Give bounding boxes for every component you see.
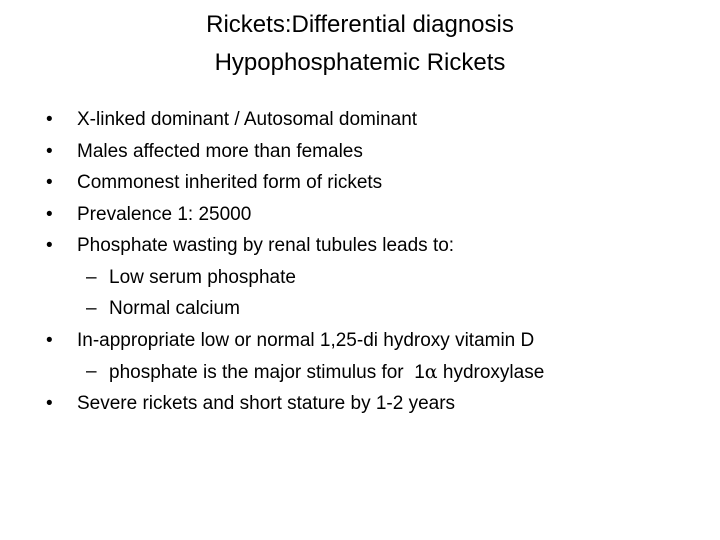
- bullet-icon: •: [46, 392, 53, 414]
- slide-title: [0, 6, 720, 82]
- bullet-text: Severe rickets and short stature by 1-2 years: [77, 392, 456, 414]
- bullet-icon: •: [46, 109, 53, 130]
- sub-bullet-item: [46, 358, 686, 390]
- bullet-item: [46, 138, 686, 170]
- bullet-text: Males affected more than females: [77, 140, 363, 162]
- alpha-symbol: α: [424, 361, 438, 383]
- dash-icon: –: [86, 298, 97, 319]
- sub-bullet-text-start: phosphate is the major stimulus for 1: [109, 362, 425, 383]
- bullet-item: [46, 327, 686, 359]
- bullet-icon: •: [46, 140, 53, 162]
- dash-icon: –: [86, 266, 97, 288]
- bullet-text: X-linked dominant / Autosomal dominant: [77, 109, 418, 130]
- sub-bullet-text: [109, 358, 544, 387]
- bullet-item: [46, 390, 686, 422]
- bullet-text: Prevalence 1: 25000: [77, 203, 252, 225]
- sub-bullet-item: [46, 264, 686, 296]
- bullet-icon: •: [46, 329, 53, 351]
- bullet-text: Phosphate wasting by renal tubules leads to:: [77, 235, 455, 256]
- bullet-item: [46, 201, 686, 233]
- bullet-item: [46, 232, 686, 264]
- sub-bullet-text-end: hydroxylase: [437, 362, 545, 383]
- sub-bullet-text: Low serum phosphate: [109, 266, 296, 288]
- sub-bullet-text: Normal calcium: [109, 298, 240, 319]
- bullet-icon: •: [46, 172, 53, 193]
- bullet-item: [46, 106, 686, 138]
- title-line-2: Hypophosphatemic Rickets: [214, 49, 506, 76]
- bullet-text: Commonest inherited form of rickets: [77, 172, 383, 193]
- bullet-list: [46, 106, 686, 421]
- bullet-icon: •: [46, 235, 53, 256]
- sub-bullet-item: [46, 295, 686, 327]
- title-line-1: Rickets:Differential diagnosis: [206, 11, 514, 38]
- dash-icon: –: [86, 361, 97, 382]
- bullet-icon: •: [46, 203, 53, 225]
- bullet-item: [46, 169, 686, 201]
- bullet-text: In-appropriate low or normal 1,25-di hydroxy vitamin D: [77, 329, 535, 351]
